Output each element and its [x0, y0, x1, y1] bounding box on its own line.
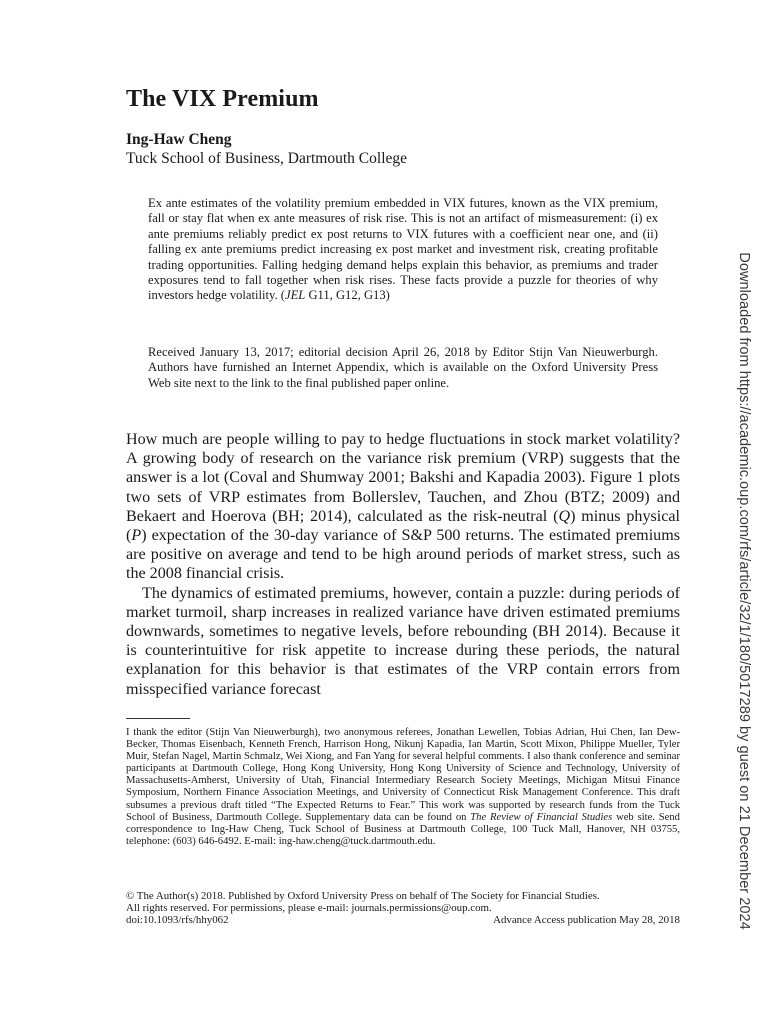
- doi[interactable]: doi:10.1093/rfs/hhy062: [126, 914, 229, 927]
- copyright-line-3: [126, 914, 680, 926]
- abstract: [148, 196, 658, 304]
- received-note: Received January 13, 2017; editorial decision April 26, 2018 by Editor Stijn Van Nieuwerburgh. Authors have furnished an Internet Appendix, which is available on the Oxford University Press Web site next to the link to the final published paper online.: [148, 345, 658, 390]
- body-paragraph-2: The dynamics of estimated premiums, however, contain a puzzle: during periods of market turmoil, sharp increases in realized variance have driven estimated premiums downwards, sometimes to negative levels, before rebounding (BH 2014). Because it is counterintuitive for risk appetite to increase during these periods, the natural explanation for this behavior is that estimates of the VRP contain errors from misspecified variance forecast: [126, 584, 680, 698]
- copyright-line-1: © The Author(s) 2018. Published by Oxford University Press on behalf of The Society for Financial Studies.: [126, 890, 600, 902]
- jel-codes: G11, G12, G13): [305, 288, 390, 303]
- symbol-p: P: [131, 527, 142, 545]
- symbol-q: Q: [558, 507, 571, 525]
- download-watermark-text: Downloaded from https://academic.oup.com/rfs/article/32/1/180/5017289 by guest on 21 December 2024: [736, 252, 752, 930]
- footnote-part-b: web site. Send correspondence to Ing-Haw Cheng, Tuck School of Business at Dartmouth College, 100 Tuck Mall, Hanover, NH 03755, telephone: (603) 646-6492. E-mail: ing-haw.cheng@tuck.dartmouth.edu.: [126, 811, 680, 847]
- author-name: Ing-Haw Cheng: [126, 131, 232, 148]
- copyright-block: [126, 890, 680, 927]
- paper-title: The VIX Premium: [126, 86, 319, 112]
- footnote: [126, 727, 680, 848]
- author-affiliation: Tuck School of Business, Dartmouth College: [126, 150, 408, 167]
- body-text: [126, 430, 680, 699]
- abstract-text: Ex ante estimates of the volatility premium embedded in VIX futures, known as the VIX premium, fall or stay flat when ex ante measures of risk rise. This is not an artifact of mismeasurement: (i) ex ante premiums reliably predict ex post returns to VIX futures with a coefficient near one, and (ii) falling ex ante premiums predict increasing ex post market and investment risk, creating profitable trading opportunities. Falling hedging demand helps explain this behavior, as premiums and trader exposures tend to fall together when risk rises. These facts provide a puzzle for theories of why investors hedge volatility. (: [148, 196, 658, 303]
- body-p1-part-c: ) expectation of the 30-day variance of S&P 500 returns. The estimated premiums are positive on average and tend to be high around periods of market stress, such as the 2008 financial crisis.: [126, 527, 680, 583]
- body-p1-part-b: ) minus physical (: [126, 507, 680, 545]
- footnote-part-a: I thank the editor (Stijn Van Nieuwerburgh), two anonymous referees, Jonathan Lewellen, Tobias Adrian, Hui Chen, Ian Dew-Becker, Thomas Eisenbach, Kenneth French, Harrison Hong, Nikunj Kapadia, Ian Martin, Scott Mixon, Philippe Mueller, Tyler Muir, Stefan Nagel, Martin Schmalz, Wei Xiong, and Fan Yang for several helpful comments. I also thank conference and seminar participants at Dartmouth College, Hong Kong University, Hong Kong University of Science and Technology, University of Massachusetts-Amherst, University of Utah, Financial Intermediary Research Society Meetings, Michigan Mitsui Finance Symposium, Northern Finance Association Meetings, and University of Connecticut Risk Management Conference. This draft subsumes a previous draft titled “The Expected Returns to Fear.” This work was supported by research funds from the Tuck School of Business, Dartmouth College. Supplementary data can be found on: [126, 727, 680, 823]
- body-p1-part-a: How much are people willing to pay to hedge fluctuations in stock market volatility? A growing body of research on the variance risk premium (VRP) suggests that the answer is a lot (Coval and Shumway 2001; Bakshi and Kapadia 2003). Figure 1 plots two sets of VRP estimates from Bollerslev, Tauchen, and Zhou (BTZ; 2009) and Bekaert and Hoerova (BH; 2014), calculated as the risk-neutral (: [126, 431, 680, 525]
- jel-label: JEL: [285, 288, 306, 303]
- advance-access-note: Advance Access publication May 28, 2018: [493, 914, 680, 927]
- body-paragraph-1: [126, 430, 680, 584]
- download-watermark: [734, 252, 754, 930]
- footnote-journal-name: The Review of Financial Studies: [470, 811, 613, 823]
- footnote-divider: [126, 718, 190, 719]
- copyright-line-2: All rights reserved. For permissions, please e-mail: journals.permissions@oup.com.: [126, 902, 492, 915]
